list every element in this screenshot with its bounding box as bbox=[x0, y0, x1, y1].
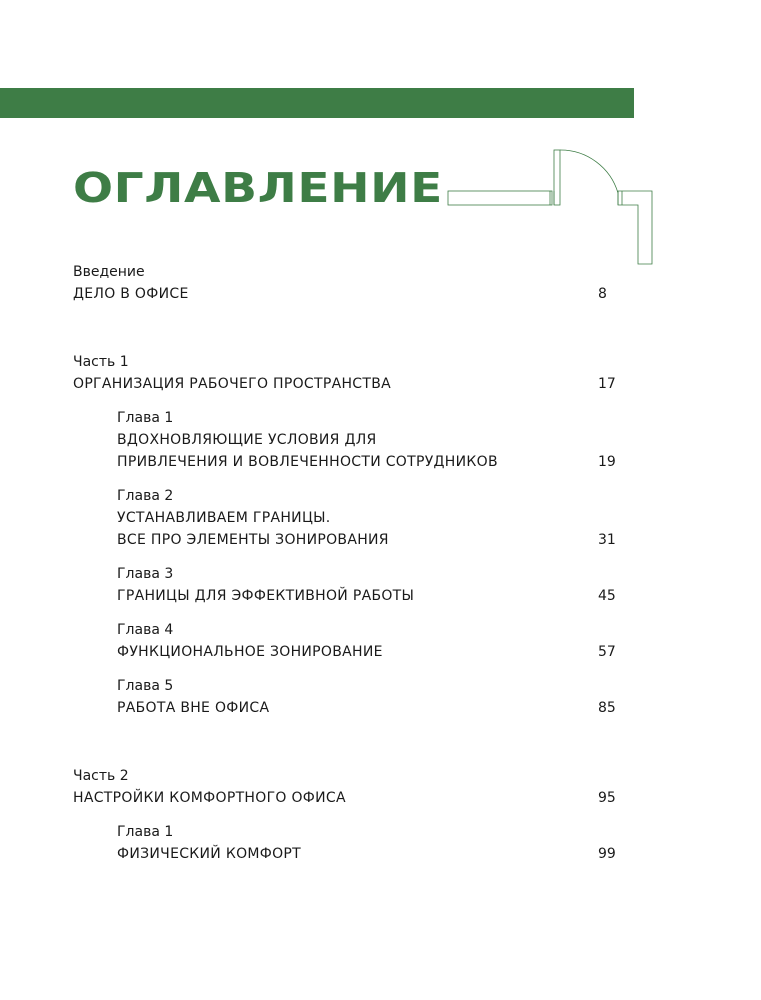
toc-part1-page[interactable]: 17 bbox=[598, 376, 616, 392]
toc-intro-title[interactable]: ДЕЛО В ОФИСЕ bbox=[73, 286, 189, 302]
toc-chapter-page[interactable]: 85 bbox=[598, 700, 616, 716]
toc-chapter-title-line[interactable]: ВСЕ ПРО ЭЛЕМЕНТЫ ЗОНИРОВАНИЯ bbox=[117, 532, 389, 548]
toc-chapter-title-line[interactable]: ГРАНИЦЫ ДЛЯ ЭФФЕКТИВНОЙ РАБОТЫ bbox=[117, 588, 415, 604]
toc-chapter-page[interactable]: 99 bbox=[598, 846, 616, 862]
toc-part2-label: Часть 2 bbox=[73, 768, 129, 784]
toc-intro-label: Введение bbox=[73, 264, 145, 280]
toc-chapter-label: Глава 1 bbox=[117, 410, 174, 426]
toc-chapter-label: Глава 5 bbox=[117, 678, 174, 694]
toc-chapter-title-line[interactable]: ФИЗИЧЕСКИЙ КОМФОРТ bbox=[117, 846, 302, 862]
toc-chapter-label: Глава 1 bbox=[117, 824, 174, 840]
toc-chapter-page[interactable]: 31 bbox=[598, 532, 616, 548]
toc-chapter-label: Глава 2 bbox=[117, 488, 174, 504]
page-title: ОГЛАВЛЕНИЕ bbox=[73, 164, 443, 212]
toc-chapter-page[interactable]: 45 bbox=[598, 588, 616, 604]
toc-chapter-page[interactable]: 19 bbox=[598, 454, 616, 470]
toc-chapter-title-line[interactable]: РАБОТА ВНЕ ОФИСА bbox=[117, 700, 270, 716]
toc-part1-title[interactable]: ОРГАНИЗАЦИЯ РАБОЧЕГО ПРОСТРАНСТВА bbox=[73, 376, 392, 392]
toc-chapter-page[interactable]: 57 bbox=[598, 644, 616, 660]
toc-intro-page[interactable]: 8 bbox=[598, 286, 607, 302]
toc-chapter-label: Глава 3 bbox=[117, 566, 174, 582]
toc-part2-title[interactable]: НАСТРОЙКИ КОМФОРТНОГО ОФИСА bbox=[73, 790, 346, 806]
toc-part2-page[interactable]: 95 bbox=[598, 790, 616, 806]
toc-chapter-title-line[interactable]: ПРИВЛЕЧЕНИЯ И ВОВЛЕЧЕННОСТИ СОТРУДНИКОВ bbox=[117, 454, 498, 470]
toc-part1-label: Часть 1 bbox=[73, 354, 129, 370]
toc-chapter-label: Глава 4 bbox=[117, 622, 174, 638]
toc-chapter-title-line[interactable]: ФУНКЦИОНАЛЬНОЕ ЗОНИРОВАНИЕ bbox=[117, 644, 383, 660]
toc-chapter-title-line[interactable]: УСТАНАВЛИВАЕМ ГРАНИЦЫ. bbox=[117, 510, 331, 526]
toc-chapter-title-line[interactable]: ВДОХНОВЛЯЮЩИЕ УСЛОВИЯ ДЛЯ bbox=[117, 432, 377, 448]
